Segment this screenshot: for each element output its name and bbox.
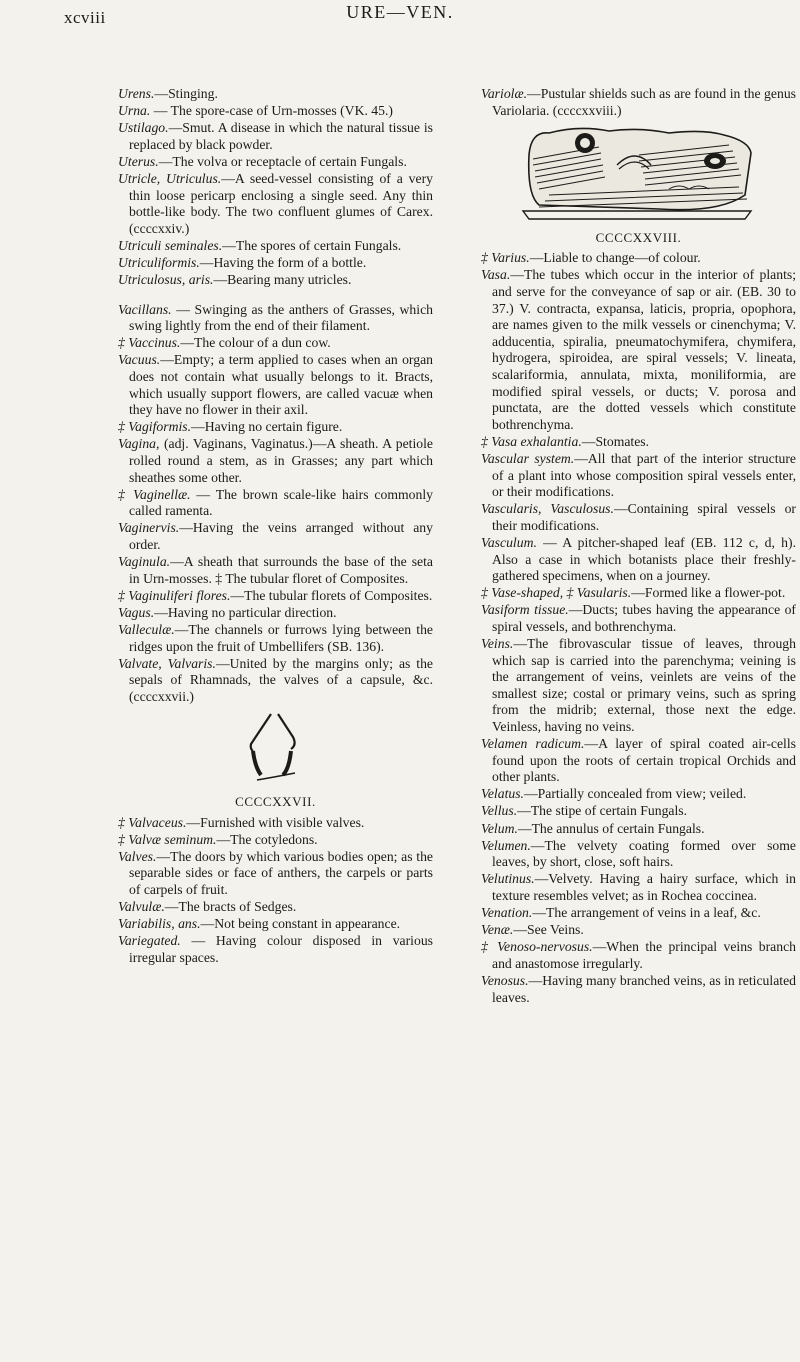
entry-term: Variabilis, ans. <box>118 916 201 932</box>
glossary-entry <box>481 803 796 820</box>
entry-term: Vacuus. <box>118 352 161 368</box>
glossary-entry <box>481 636 796 736</box>
glossary-entry <box>118 154 433 171</box>
entry-term: ‡ Vase-shaped, ‡ Vasularis. <box>481 585 632 601</box>
entry-definition: —Furnished with visible valves. <box>186 814 365 830</box>
entry-term: Venation. <box>481 905 533 921</box>
glossary-entry <box>481 786 796 803</box>
entry-term: Velum. <box>481 820 518 836</box>
entry-definition: —Ducts; tubes having the appearance of spiral vessels, and bothrenchyma. <box>492 602 796 634</box>
glossary-entry <box>118 487 433 520</box>
entry-term: Utricle, Utriculus. <box>118 170 222 186</box>
entry-term: Vasiform tissue. <box>481 602 569 618</box>
entry-definition: —Stomates. <box>581 433 650 449</box>
glossary-entry <box>481 535 796 585</box>
glossary-entry <box>118 622 433 655</box>
entry-definition: (adj. Vaginans, Vaginatus.)—A sheath. A petiole rolled round a stem, as in Grasses; any part which sheathes some other. <box>129 436 433 485</box>
glossary-entry <box>118 171 433 237</box>
entry-definition: —A layer of spiral coated air-cells found upon the roots of certain tropical Orchids and other plants. <box>492 736 796 785</box>
glossary-entry <box>481 250 796 267</box>
glossary-entry <box>118 120 433 153</box>
entry-definition: —Having many branched veins, as in reticulated leaves. <box>492 972 796 1005</box>
entry-definition: —Pustular shields such as are found in the genus Variolaria. (ccccxxviii.) <box>492 86 796 118</box>
glossary-entry <box>118 436 433 486</box>
entry-term: Vellus. <box>481 803 518 819</box>
glossary-entry <box>118 815 433 832</box>
running-head: URE—VEN. <box>346 2 454 22</box>
glossary-entry <box>481 736 796 786</box>
glossary-entry <box>118 103 433 120</box>
glossary-entry <box>481 86 796 119</box>
glossary-entry <box>118 656 433 706</box>
glossary-entry <box>118 335 433 352</box>
entry-definition: —United by the margins only; as the sepals of Rhamnads, the valves of a capsule, &c. (ccccxxvii.) <box>129 655 433 704</box>
entry-definition: —Containing spiral vessels or their modifications. <box>492 501 796 533</box>
glossary-entry <box>481 501 796 534</box>
entry-term: ‡ Vaccinus. <box>118 335 181 351</box>
glossary-entry <box>118 588 433 605</box>
entry-term: ‡ Venoso-nervosus. <box>481 939 593 955</box>
entry-definition: —All that part of the interior structure of a plant into whose composition spiral vessels enter, or their modifications. <box>492 451 796 500</box>
entry-definition: —The velvety coating formed over some leaves, by short, close, soft hairs. <box>492 837 796 870</box>
glossary-entry <box>481 602 796 635</box>
entry-definition: —The stipe of certain Fungals. <box>517 803 688 819</box>
entry-term: ‡ Vaginuliferi flores. <box>118 587 231 603</box>
entry-term: Uterus. <box>118 153 159 169</box>
glossary-entry <box>118 899 433 916</box>
glossary-entry <box>118 86 433 103</box>
entry-term: Vagus. <box>118 604 155 620</box>
glossary-entry <box>118 419 433 436</box>
entry-term: Venæ. <box>481 922 514 938</box>
valvate-capsule-illustration <box>231 711 321 785</box>
glossary-entry <box>118 916 433 933</box>
entry-term: ‡ Valvæ seminum. <box>118 831 217 847</box>
figure-caption-ccccxxviii: CCCCXXVIII. <box>595 229 682 245</box>
entry-definition: —A seed-vessel consisting of a very thin loose pericarp enclosing a single seed. Any thin bottle-like body. The two confluent glumes of Carex. (ccccxxiv.) <box>129 170 433 236</box>
glossary-entry <box>118 352 433 418</box>
glossary-entry <box>481 821 796 838</box>
entry-term: Vaginervis. <box>118 520 180 536</box>
figure-caption-ccccxxvii: CCCCXXVII. <box>235 793 316 809</box>
glossary-entry <box>118 605 433 622</box>
entry-term: Venosus. <box>481 972 529 988</box>
entry-definition: —Formed like a flower-pot. <box>631 585 786 601</box>
entry-definition: —The spores of certain Fungals. <box>222 237 402 253</box>
entry-definition: —Liable to change—of colour. <box>529 250 701 266</box>
entry-term: ‡ Vagiformis. <box>118 419 192 435</box>
entry-definition: —The colour of a dun cow. <box>180 335 331 351</box>
entry-definition: —The fibrovascular tissue of leaves, through which sap is carried into the parenchyma; veining is the arrangement of veins, veinlets are veins of the smallest size; costal or primary veins, such as spring from the midrib; external, those next the edge. Veinless, having no veins. <box>492 636 796 734</box>
glossary-entry <box>481 267 796 433</box>
entry-definition: —Smut. A disease in which the natural tissue is replaced by black powder. <box>129 120 433 152</box>
variolaria-illustration <box>519 125 759 221</box>
entry-term: Variolæ. <box>481 86 528 101</box>
glossary-entry <box>481 905 796 922</box>
entry-term: Utriculi seminales. <box>118 237 223 253</box>
entry-definition: —The channels or furrows lying between the ridges upon the fruit of Umbellifers (SB. 136). <box>129 621 433 654</box>
entry-definition: —Bearing many utricles. <box>213 272 352 288</box>
entry-term: Valvate, Valvaris. <box>118 655 216 671</box>
glossary-entry <box>481 871 796 904</box>
entry-definition: —Having no particular direction. <box>154 604 337 620</box>
entry-term: Valvulæ. <box>118 899 165 915</box>
entry-definition: —When the principal veins branch and anastomose irregularly. <box>492 939 797 971</box>
entry-definition: —The volva or receptacle of certain Fungals. <box>158 153 407 169</box>
entry-definition: —The cotyledons. <box>216 831 318 847</box>
entry-term: Velumen. <box>481 837 531 853</box>
entry-term: Velamen radicum. <box>481 736 585 752</box>
glossary-entry <box>118 272 433 289</box>
entry-definition: —Having the form of a bottle. <box>199 254 367 270</box>
entry-term: ‡ Varius. <box>481 250 530 266</box>
glossary-entry <box>118 849 433 899</box>
glossary-entry <box>481 585 796 602</box>
entry-term: Urens. <box>118 86 155 101</box>
left-column <box>118 86 433 967</box>
entry-term: ‡ Valvaceus. <box>118 814 187 830</box>
entry-definition: —The doors by which various bodies open; as the separable sides or face of anthers, the carpels or parts of carpels of fruit. <box>129 848 433 897</box>
entry-definition: —Not being constant in appearance. <box>200 916 401 932</box>
entry-term: Vascularis, Vasculosus. <box>481 501 614 517</box>
entry-definition: —Having the veins arranged without any order. <box>129 520 433 552</box>
glossary-entry <box>118 255 433 272</box>
variolae-figure <box>481 125 796 226</box>
entry-definition: — A pitcher-shaped leaf (EB. 112 c, d, h). Also a case in which botanists place their freshly-gathered specimens, when on a journey. <box>492 534 796 584</box>
entry-definition: —See Veins. <box>513 922 584 938</box>
glossary-entry <box>481 939 796 972</box>
glossary-entry <box>118 554 433 587</box>
entry-definition: —Empty; a term applied to cases when an organ does not contain what usually belongs to it. Bracts, which usually support flowers, are called vacuæ when they have no flower in their axil. <box>129 352 433 418</box>
entry-term: Vascular system. <box>481 451 575 466</box>
entry-definition: —The arrangement of veins in a leaf, &c. <box>532 905 761 921</box>
entry-term: Velatus. <box>481 786 524 802</box>
entry-term: Ustilago. <box>118 120 169 136</box>
entry-term: Veins. <box>481 636 514 652</box>
entry-term: Utriculosus, aris. <box>118 272 214 288</box>
entry-term: Variegated. <box>118 933 181 949</box>
glossary-entry <box>481 922 796 939</box>
entry-definition: —Stinging. <box>154 86 218 101</box>
entry-definition: —Having no certain figure. <box>191 419 343 435</box>
entry-term: ‡ Vaginellæ. <box>118 486 191 502</box>
entry-definition: —The tubes which occur in the interior of plants; and serve for the conveyance of sap or air. (EB. 30 to 37.) V. contracta, expansa, laticis, propria, opophora, are names given to the milk vessels or cinenchyma; V. adducentia, spiralia, pneumatochymifera, chymifera, hydrogera, spiroidea, are spiral vessels; V. lineata, scalariformia, annulata, mixta, moniliformia, are modified spiral vessels, or ducts; V. porosa and punctata, are the dotted vessels which constitute bothrenchyma. <box>492 267 796 432</box>
entry-term: Urna. <box>118 103 151 119</box>
entry-definition: —Velvety. Having a hairy surface, which in texture resembles velvet; as in Rochea coccinea. <box>492 871 796 903</box>
glossary-entry <box>118 238 433 255</box>
glossary-entry <box>118 520 433 553</box>
entry-term: Valleculæ. <box>118 621 175 637</box>
entry-term: Vaginula. <box>118 554 171 570</box>
entry-term: Vagina, <box>118 436 160 452</box>
entry-term: Vasa. <box>481 267 511 283</box>
glossary-entry <box>481 451 796 501</box>
entry-definition: —The tubular florets of Composites. <box>230 587 433 603</box>
right-column <box>481 86 796 1007</box>
entry-term: ‡ Vasa exhalantia. <box>481 433 582 449</box>
entry-definition: — Swinging as the anthers of Grasses, which swing lightly from the end of their filament. <box>129 301 433 334</box>
glossary-entry <box>481 973 796 1006</box>
entry-definition: — The brown scale-like hairs commonly called ramenta. <box>129 486 433 519</box>
entry-term: Valves. <box>118 848 157 864</box>
entry-definition: —Partially concealed from view; veiled. <box>523 786 747 802</box>
entry-term: Vasculum. <box>481 534 537 550</box>
entry-term: Utriculiformis. <box>118 254 200 270</box>
entry-definition: — The spore-case of Urn-mosses (VK. 45.) <box>150 103 393 119</box>
entry-definition: —The annulus of certain Fungals. <box>517 820 705 836</box>
entry-definition: —The bracts of Sedges. <box>164 899 297 915</box>
entry-term: Vacillans. <box>118 301 172 317</box>
glossary-entry <box>481 838 796 871</box>
glossary-entry <box>481 434 796 451</box>
valvate-figure <box>118 711 433 790</box>
entry-term: Velutinus. <box>481 871 535 887</box>
glossary-entry <box>118 832 433 849</box>
glossary-entry <box>118 302 433 335</box>
glossary-entry <box>118 933 433 966</box>
entry-definition: —A sheath that surrounds the base of the seta in Urn-mosses. ‡ The tubular floret of Composites. <box>129 554 433 586</box>
page-number: xcviii <box>64 8 106 27</box>
entry-definition: — Having colour disposed in various irregular spaces. <box>129 933 433 965</box>
